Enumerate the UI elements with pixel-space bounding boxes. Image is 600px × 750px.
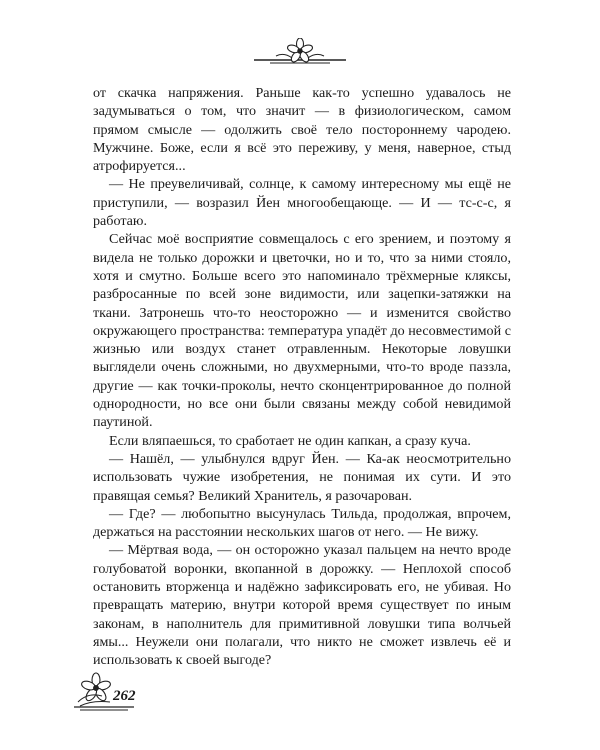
- paragraph-6: — Где? — любопытно высунулась Тильда, продолжая, впрочем, держаться на расстоянии нескольких шагов от него. — Не вижу.: [93, 505, 511, 541]
- paragraph-2: — Не преувеличивай, солнце, к самому интересному мы ещё не приступили, — возразил Йен многообещающе. — И — тс-с-с, я работаю.: [93, 176, 511, 230]
- header-flower-ornament: [250, 38, 350, 70]
- page-text: [93, 84, 511, 670]
- paragraph-5: — Нашёл, — улыбнулся вдруг Йен. — Ка-ак неосмотрительно использовать чужие изобретения, не понимая их сути. И это правящая семья? Великий Хранитель, я разочарован.: [93, 450, 511, 504]
- paragraph-3: Сейчас моё восприятие совмещалось с его зрением, и поэтому я видела не только дорожки и цветочки, но и то, что за ними стояло, хотя и смутно. Больше всего это напоминало трёхмерные кляксы, разбросанные по всей зоне видимости, или зацепки-затяжки на ткани. Затронешь что-то неосторожно — и изменится свойство окружающего пространства: температура упадёт до несовместимой с жизнью или воздух станет отравленным. Некоторые ловушки выглядели очень сложными, но двухмерными, что-то вроде паззла, другие — как точки-проколы, нечто сконцентрированное до полной однородности, но все они были связаны между собой невидимой паутиной.: [93, 231, 511, 431]
- page-number: 262: [113, 688, 136, 704]
- footer-rule: [74, 705, 134, 711]
- paragraph-1: от скачка напряжения. Раньше как-то успешно удавалось не задумываться о том, что значит — в физиологическом, самом прямом смысле — одолжить своё тело постороннему чародею. Мужчине. Боже, если я всё это переживу, у меня, наверное, стыд атрофируется...: [93, 85, 511, 175]
- paragraph-4: Если вляпаешься, то сработает не один капкан, а сразу куча.: [109, 432, 471, 449]
- paragraph-7: — Мёртвая вода, — он осторожно указал пальцем на нечто вроде голубоватой воронки, вкопанной в дорожку. — Неплохой способ остановить вторженца и надёжно зафиксировать его, не убивая. Но превращать материю, внутри которой время существует по иным законам, в наполнитель для примитивной ловушки типа волчьей ямы... Неужели они полагали, что никто не сможет извлечь её и использовать к своей выгоде?: [93, 542, 511, 669]
